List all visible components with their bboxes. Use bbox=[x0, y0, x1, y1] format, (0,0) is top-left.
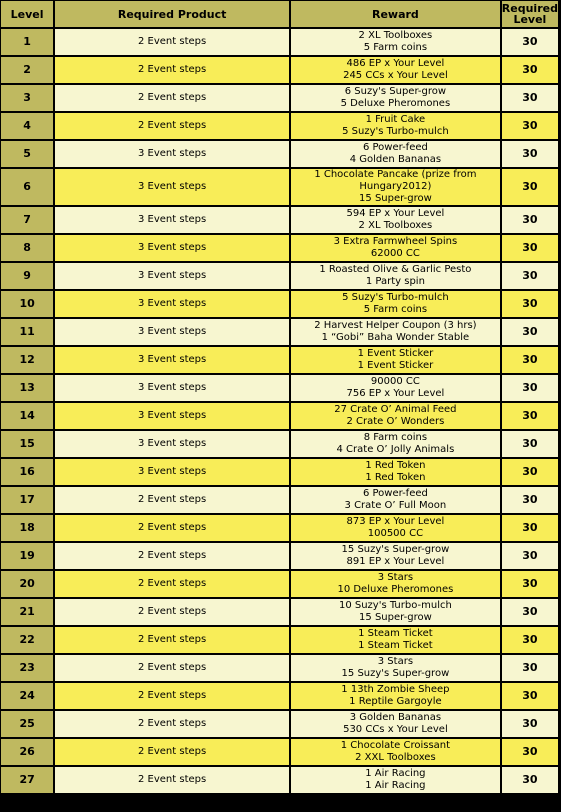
reward-line: 15 Super-grow bbox=[359, 193, 432, 204]
required-product-cell: 2 Event steps bbox=[55, 487, 289, 513]
required-level-cell: 30 bbox=[502, 375, 558, 401]
reward-cell bbox=[291, 235, 500, 261]
reward-line: 4 Crate O’ Jolly Animals bbox=[336, 444, 455, 455]
reward-line: 15 Suzy's Super-grow bbox=[341, 668, 450, 679]
required-product-cell: 3 Event steps bbox=[55, 403, 289, 429]
required-product-cell: 2 Event steps bbox=[55, 571, 289, 597]
required-level-cell: 30 bbox=[502, 515, 558, 541]
required-level-cell: 30 bbox=[502, 543, 558, 569]
reward-line: 3 Crate O’ Full Moon bbox=[344, 500, 447, 511]
reward-line: 15 Super-grow bbox=[359, 612, 432, 623]
level-cell: 7 bbox=[1, 207, 53, 233]
table-row bbox=[1, 141, 558, 167]
reward-cell bbox=[291, 57, 500, 83]
reward-cell bbox=[291, 767, 500, 793]
reward-cell bbox=[291, 431, 500, 457]
reward-cell bbox=[291, 543, 500, 569]
reward-line: 6 Power-feed bbox=[362, 142, 428, 153]
table-row bbox=[1, 599, 558, 625]
reward-line: 1 Chocolate Pancake (prize from bbox=[314, 169, 477, 180]
reward-line: 245 CCs x Your Level bbox=[343, 70, 448, 81]
required-product-cell: 2 Event steps bbox=[55, 739, 289, 765]
level-cell: 19 bbox=[1, 543, 53, 569]
reward-cell bbox=[291, 291, 500, 317]
required-level-cell: 30 bbox=[502, 767, 558, 793]
table-row bbox=[1, 459, 558, 485]
table-row bbox=[1, 403, 558, 429]
required-level-cell: 30 bbox=[502, 487, 558, 513]
required-product-cell: 2 Event steps bbox=[55, 683, 289, 709]
level-cell: 17 bbox=[1, 487, 53, 513]
table-row bbox=[1, 113, 558, 139]
reward-line: 2 XL Toolboxes bbox=[358, 30, 433, 41]
header-required-level-line1: Required bbox=[501, 2, 558, 15]
required-level-cell: 30 bbox=[502, 291, 558, 317]
required-product-cell: 3 Event steps bbox=[55, 235, 289, 261]
level-cell: 16 bbox=[1, 459, 53, 485]
required-product-cell: 3 Event steps bbox=[55, 431, 289, 457]
reward-cell bbox=[291, 207, 500, 233]
table-row bbox=[1, 627, 558, 653]
level-cell: 12 bbox=[1, 347, 53, 373]
reward-cell bbox=[291, 29, 500, 55]
required-product-cell: 2 Event steps bbox=[55, 711, 289, 737]
reward-line: 594 EP x Your Level bbox=[346, 208, 445, 219]
table-row bbox=[1, 207, 558, 233]
level-cell: 22 bbox=[1, 627, 53, 653]
reward-line: 5 Farm coins bbox=[363, 42, 428, 53]
header-required-product: Required Product bbox=[55, 1, 289, 27]
required-level-cell: 30 bbox=[502, 711, 558, 737]
reward-line: 27 Crate O’ Animal Feed bbox=[334, 404, 457, 415]
reward-line: 3 Golden Bananas bbox=[349, 712, 442, 723]
reward-cell bbox=[291, 375, 500, 401]
table-row bbox=[1, 767, 558, 793]
required-product-cell: 2 Event steps bbox=[55, 543, 289, 569]
required-level-cell: 30 bbox=[502, 599, 558, 625]
level-cell: 24 bbox=[1, 683, 53, 709]
required-product-cell: 3 Event steps bbox=[55, 375, 289, 401]
reward-line: 2 Harvest Helper Coupon (3 hrs) bbox=[314, 320, 477, 331]
level-cell: 11 bbox=[1, 319, 53, 345]
required-product-cell: 2 Event steps bbox=[55, 515, 289, 541]
table-row bbox=[1, 515, 558, 541]
required-level-cell: 30 bbox=[502, 29, 558, 55]
reward-line: 10 Deluxe Pheromones bbox=[337, 584, 454, 595]
reward-cell bbox=[291, 347, 500, 373]
reward-line: 2 XL Toolboxes bbox=[358, 220, 433, 231]
required-product-cell: 3 Event steps bbox=[55, 141, 289, 167]
required-product-cell: 3 Event steps bbox=[55, 459, 289, 485]
required-level-cell: 30 bbox=[502, 683, 558, 709]
required-level-cell: 30 bbox=[502, 57, 558, 83]
reward-line: 5 Deluxe Pheromones bbox=[340, 98, 451, 109]
table-row bbox=[1, 683, 558, 709]
reward-cell bbox=[291, 711, 500, 737]
required-level-cell: 30 bbox=[502, 459, 558, 485]
reward-cell bbox=[291, 459, 500, 485]
reward-line: 100500 CC bbox=[367, 528, 424, 539]
reward-line: 1 Steam Ticket bbox=[358, 640, 433, 651]
level-cell: 1 bbox=[1, 29, 53, 55]
reward-cell bbox=[291, 571, 500, 597]
reward-line: 891 EP x Your Level bbox=[346, 556, 445, 567]
table-row bbox=[1, 263, 558, 289]
level-cell: 27 bbox=[1, 767, 53, 793]
reward-line: 5 Farm coins bbox=[363, 304, 428, 315]
level-cell: 20 bbox=[1, 571, 53, 597]
table-row bbox=[1, 235, 558, 261]
table-row bbox=[1, 375, 558, 401]
reward-cell bbox=[291, 655, 500, 681]
reward-line: 6 Suzy's Super-grow bbox=[344, 86, 447, 97]
header-required-level bbox=[502, 1, 558, 27]
reward-cell bbox=[291, 599, 500, 625]
reward-line: 1 Steam Ticket bbox=[358, 628, 433, 639]
reward-cell bbox=[291, 113, 500, 139]
reward-line: 3 Stars bbox=[377, 572, 414, 583]
reward-line: 1 Air Racing bbox=[365, 780, 426, 791]
required-product-cell: 3 Event steps bbox=[55, 347, 289, 373]
table-row bbox=[1, 655, 558, 681]
required-product-cell: 3 Event steps bbox=[55, 207, 289, 233]
reward-cell bbox=[291, 85, 500, 111]
level-cell: 26 bbox=[1, 739, 53, 765]
required-level-cell: 30 bbox=[502, 655, 558, 681]
required-level-cell: 30 bbox=[502, 571, 558, 597]
required-product-cell: 3 Event steps bbox=[55, 263, 289, 289]
table-row bbox=[1, 571, 558, 597]
required-level-cell: 30 bbox=[502, 85, 558, 111]
required-product-cell: 2 Event steps bbox=[55, 57, 289, 83]
reward-cell bbox=[291, 403, 500, 429]
table-row bbox=[1, 711, 558, 737]
reward-cell bbox=[291, 319, 500, 345]
level-cell: 18 bbox=[1, 515, 53, 541]
required-product-cell: 2 Event steps bbox=[55, 599, 289, 625]
reward-line: 6 Power-feed bbox=[362, 488, 428, 499]
reward-cell bbox=[291, 263, 500, 289]
required-product-cell: 2 Event steps bbox=[55, 85, 289, 111]
level-cell: 21 bbox=[1, 599, 53, 625]
reward-cell bbox=[291, 515, 500, 541]
required-product-cell: 3 Event steps bbox=[55, 169, 289, 205]
reward-line: 15 Suzy's Super-grow bbox=[341, 544, 450, 555]
required-level-cell: 30 bbox=[502, 347, 558, 373]
required-level-cell: 30 bbox=[502, 627, 558, 653]
required-level-cell: 30 bbox=[502, 403, 558, 429]
required-level-cell: 30 bbox=[502, 739, 558, 765]
required-product-cell: 2 Event steps bbox=[55, 767, 289, 793]
reward-line: 4 Golden Bananas bbox=[349, 154, 442, 165]
table-row bbox=[1, 347, 558, 373]
reward-cell bbox=[291, 487, 500, 513]
reward-line: 1 Red Token bbox=[365, 460, 426, 471]
required-product-cell: 2 Event steps bbox=[55, 113, 289, 139]
required-level-cell: 30 bbox=[502, 207, 558, 233]
level-cell: 14 bbox=[1, 403, 53, 429]
reward-line: 5 Suzy's Turbo-mulch bbox=[342, 126, 449, 137]
reward-line: 756 EP x Your Level bbox=[346, 388, 445, 399]
reward-line: 8 Farm coins bbox=[363, 432, 428, 443]
level-cell: 5 bbox=[1, 141, 53, 167]
reward-line: 1 Chocolate Croissant bbox=[340, 740, 451, 751]
level-cell: 13 bbox=[1, 375, 53, 401]
table-row bbox=[1, 291, 558, 317]
reward-line: 90000 CC bbox=[370, 376, 420, 387]
reward-line: 1 Event Sticker bbox=[357, 360, 434, 371]
reward-line: Hungary2012) bbox=[359, 181, 432, 192]
reward-line: 5 Suzy's Turbo-mulch bbox=[342, 292, 449, 303]
table-row bbox=[1, 739, 558, 765]
required-level-cell: 30 bbox=[502, 319, 558, 345]
table-row bbox=[1, 543, 558, 569]
reward-cell bbox=[291, 627, 500, 653]
reward-line: 873 EP x Your Level bbox=[346, 516, 445, 527]
reward-line: 1 Red Token bbox=[365, 472, 426, 483]
header-reward: Reward bbox=[291, 1, 500, 27]
reward-line: 530 CCs x Your Level bbox=[343, 724, 448, 735]
level-cell: 8 bbox=[1, 235, 53, 261]
reward-line: 2 Crate O’ Wonders bbox=[346, 416, 445, 427]
header-row bbox=[1, 1, 558, 27]
required-product-cell: 2 Event steps bbox=[55, 29, 289, 55]
level-cell: 10 bbox=[1, 291, 53, 317]
level-cell: 23 bbox=[1, 655, 53, 681]
header-required-level-line2: Level bbox=[513, 13, 547, 26]
table-row bbox=[1, 57, 558, 83]
required-level-cell: 30 bbox=[502, 113, 558, 139]
level-cell: 3 bbox=[1, 85, 53, 111]
reward-line: 1 “Gobi” Baha Wonder Stable bbox=[321, 332, 470, 343]
reward-cell bbox=[291, 683, 500, 709]
table-body bbox=[1, 29, 558, 793]
reward-cell bbox=[291, 141, 500, 167]
reward-cell bbox=[291, 739, 500, 765]
reward-line: 1 Roasted Olive & Garlic Pesto bbox=[319, 264, 472, 275]
required-level-cell: 30 bbox=[502, 235, 558, 261]
reward-line: 1 Reptile Gargoyle bbox=[349, 696, 442, 707]
reward-line: 486 EP x Your Level bbox=[346, 58, 445, 69]
reward-cell bbox=[291, 169, 500, 205]
required-product-cell: 3 Event steps bbox=[55, 319, 289, 345]
required-level-cell: 30 bbox=[502, 263, 558, 289]
reward-line: 3 Stars bbox=[377, 656, 414, 667]
reward-line: 1 Air Racing bbox=[365, 768, 426, 779]
reward-line: 10 Suzy's Turbo-mulch bbox=[338, 600, 452, 611]
reward-line: 62000 CC bbox=[370, 248, 420, 259]
table-row bbox=[1, 169, 558, 205]
level-cell: 25 bbox=[1, 711, 53, 737]
table-row bbox=[1, 85, 558, 111]
level-cell: 9 bbox=[1, 263, 53, 289]
header-level: Level bbox=[1, 1, 53, 27]
reward-line: 1 13th Zombie Sheep bbox=[341, 684, 450, 695]
required-product-cell: 3 Event steps bbox=[55, 291, 289, 317]
required-product-cell: 2 Event steps bbox=[55, 627, 289, 653]
level-cell: 15 bbox=[1, 431, 53, 457]
level-cell: 2 bbox=[1, 57, 53, 83]
reward-line: 3 Extra Farmwheel Spins bbox=[333, 236, 458, 247]
reward-line: 2 XXL Toolboxes bbox=[355, 752, 436, 763]
reward-line: 1 Event Sticker bbox=[357, 348, 434, 359]
table-row bbox=[1, 29, 558, 55]
required-product-cell: 2 Event steps bbox=[55, 655, 289, 681]
required-level-cell: 30 bbox=[502, 141, 558, 167]
level-cell: 4 bbox=[1, 113, 53, 139]
required-level-cell: 30 bbox=[502, 431, 558, 457]
table-row bbox=[1, 487, 558, 513]
level-cell: 6 bbox=[1, 169, 53, 205]
table-row bbox=[1, 319, 558, 345]
reward-line: 1 Fruit Cake bbox=[365, 114, 426, 125]
required-level-cell: 30 bbox=[502, 169, 558, 205]
reward-line: 1 Party spin bbox=[365, 276, 425, 287]
table-row bbox=[1, 431, 558, 457]
